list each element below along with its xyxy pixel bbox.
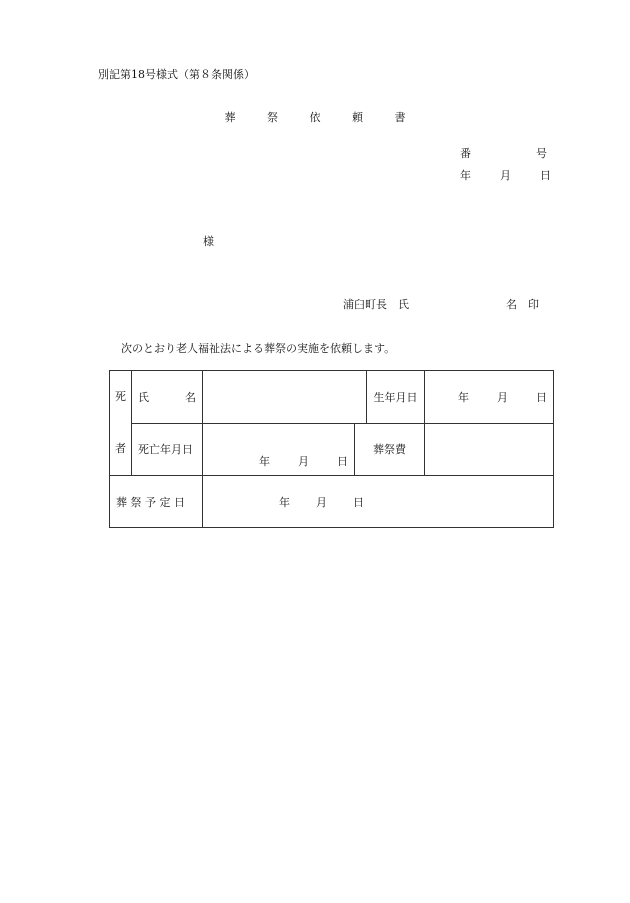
deceased-label-bottom: 者	[115, 442, 126, 455]
document-date	[460, 167, 551, 183]
funeral-cost-field[interactable]	[425, 423, 554, 476]
title-char: 祭	[267, 111, 278, 124]
scheduled-date-field[interactable]	[203, 476, 554, 528]
month-label: 月	[500, 169, 511, 182]
seal-mark: 名 印	[506, 298, 539, 311]
name-label-second: 名	[185, 390, 196, 404]
name-label-first: 氏	[138, 390, 149, 404]
day-label: 日	[536, 390, 547, 404]
day-label: 日	[337, 455, 348, 468]
name-label-cell	[132, 371, 203, 424]
addressee-honorific: 様	[203, 235, 214, 248]
deceased-info-table	[109, 370, 554, 528]
document-number	[460, 145, 547, 161]
issuer-label: 浦臼町長 氏	[343, 298, 409, 311]
year-label: 年	[458, 390, 469, 404]
month-label: 月	[497, 390, 508, 404]
name-field[interactable]	[203, 371, 367, 424]
form-reference: 別記第18号様式（第８条関係）	[98, 68, 255, 81]
month-label: 月	[316, 495, 327, 509]
death-date-field[interactable]	[203, 423, 355, 476]
title-char: 書	[394, 111, 406, 124]
deceased-label-cell	[110, 371, 132, 476]
birth-label: 生年月日	[367, 371, 425, 424]
funeral-cost-label: 葬祭費	[355, 423, 425, 476]
year-label: 年	[460, 169, 471, 182]
year-label: 年	[279, 495, 290, 509]
death-label: 死亡年月日	[132, 423, 203, 476]
number-suffix: 号	[536, 147, 547, 160]
scheduled-date-label: 葬 祭 予 定 日	[110, 476, 203, 528]
year-label: 年	[259, 455, 270, 468]
body-text: 次のとおり老人福祉法による葬祭の実施を依頼します。	[121, 342, 396, 355]
title-char: 依	[309, 111, 321, 124]
deceased-label-top: 死	[115, 390, 126, 403]
title-char: 葬	[224, 111, 236, 124]
day-label: 日	[540, 169, 551, 182]
number-label: 番	[460, 147, 471, 160]
title-char: 頼	[352, 111, 363, 124]
document-title	[0, 109, 630, 125]
day-label: 日	[353, 495, 364, 509]
month-label: 月	[298, 455, 309, 468]
birth-date-field[interactable]	[425, 371, 554, 424]
